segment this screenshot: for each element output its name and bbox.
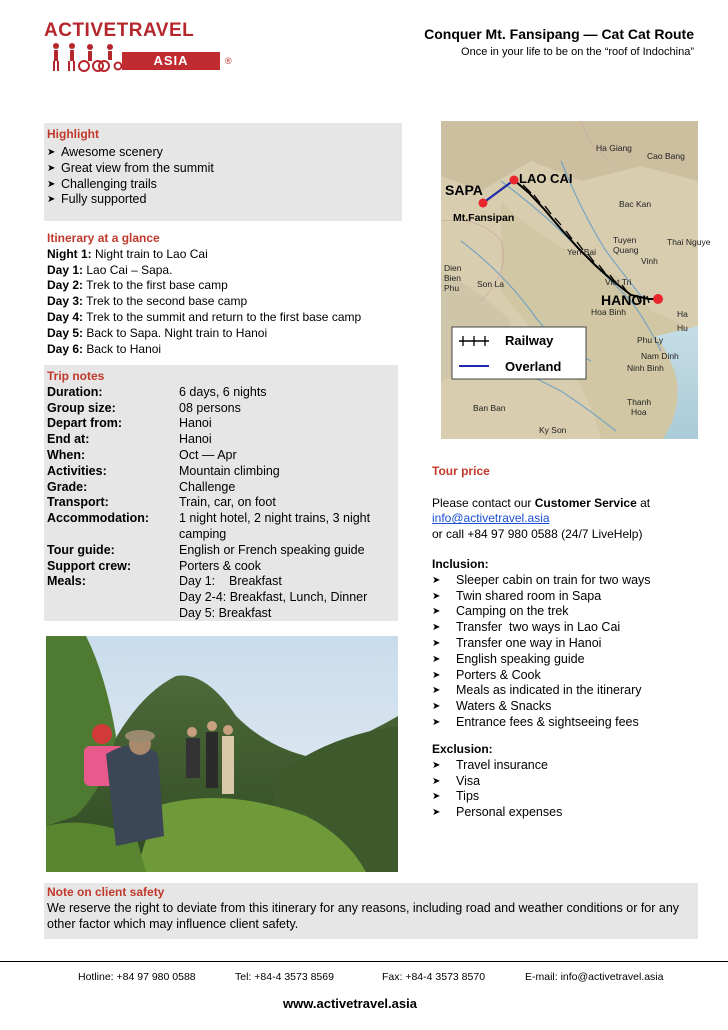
legend-railway: Railway	[505, 333, 554, 348]
itinerary-section	[47, 231, 417, 357]
itinerary-row: Day 5: Back to Sapa. Night train to Hanoi	[47, 325, 268, 340]
footer-hotline: Hotline: +84 97 980 0588	[78, 971, 196, 983]
highlight-box	[44, 123, 402, 221]
email-link[interactable]: info@activetravel.asia	[432, 511, 550, 526]
svg-text:Bac Kan: Bac Kan	[619, 199, 652, 209]
tour-price-section	[432, 464, 722, 543]
svg-text:Yen Bai: Yen Bai	[567, 247, 596, 257]
trip-note-row: End at: Hanoi	[47, 432, 212, 447]
svg-text:Viet Tri: Viet Tri	[605, 277, 632, 287]
svg-text:Phu Ly: Phu Ly	[637, 335, 664, 345]
inclusion-section	[432, 557, 722, 731]
footer-website[interactable]: www.activetravel.asia	[283, 996, 417, 1011]
exclusion-list	[432, 758, 722, 821]
map-label-fansipan: Mt.Fansipan	[453, 212, 515, 224]
highlight-item: ➤ Fully supported	[47, 192, 399, 208]
svg-text:Cao Bang: Cao Bang	[647, 151, 685, 161]
inclusion-item: ➤ Transfer one way in Hanoi	[432, 636, 722, 652]
footer-fax: Fax: +84-4 3573 8570	[382, 971, 486, 983]
trip-notes-box	[44, 365, 398, 621]
svg-text:Hu: Hu	[677, 323, 688, 333]
inclusion-item: ➤ Twin shared room in Sapa	[432, 589, 722, 605]
svg-text:Ha: Ha	[677, 309, 688, 319]
safety-box	[44, 883, 698, 939]
inclusion-item: ➤ Transfer two ways in Lao Cai	[432, 620, 722, 636]
contact-line: Please contact our Customer Service at	[432, 495, 651, 510]
tour-price-heading: Tour price	[432, 464, 490, 478]
inclusion-item: ➤ English speaking guide	[432, 652, 722, 668]
trip-note-row: Meals: Day 1: Breakfast	[47, 574, 282, 589]
svg-text:Ky Son: Ky Son	[539, 425, 567, 435]
svg-text:Ha Giang: Ha Giang	[596, 143, 632, 153]
inclusion-item: ➤ Entrance fees & sightseeing fees	[432, 715, 722, 731]
svg-text:Vinh: Vinh	[641, 256, 658, 266]
inclusion-item: ➤ Porters & Cook	[432, 668, 722, 684]
trip-note-row: Duration: 6 days, 6 nights	[47, 384, 267, 399]
footer-tel: Tel: +84-4 3573 8569	[235, 971, 334, 983]
trip-note-row: Tour guide: English or French speaking guide	[47, 542, 365, 557]
inclusion-item: ➤ Waters & Snacks	[432, 699, 722, 715]
itinerary-row: Day 3: Trek to the second base camp	[47, 294, 248, 309]
trip-notes-heading: Trip notes	[47, 369, 105, 383]
svg-text:Son La: Son La	[477, 279, 504, 289]
svg-text:Hoa: Hoa	[631, 407, 647, 417]
trip-note-row: Activities: Mountain climbing	[47, 463, 280, 478]
map-label-hanoi: HANOI	[601, 292, 647, 308]
exclusion-item: ➤ Visa	[432, 774, 722, 790]
trip-note-row: Accommodation: 1 night hotel, 2 night trains, 3 night camping	[47, 511, 371, 541]
itinerary-row: Night 1: Night train to Lao Cai	[47, 246, 208, 261]
itinerary-heading: Itinerary at a glance	[47, 231, 160, 245]
safety-heading: Note on client safety	[47, 885, 165, 899]
highlight-item: ➤ Awesome scenery	[47, 145, 399, 161]
inclusion-item: ➤ Camping on the trek	[432, 604, 722, 620]
trekkers-icon	[48, 42, 122, 72]
svg-text:Nam Dinh: Nam Dinh	[641, 351, 679, 361]
trip-note-row: Grade: Challenge	[47, 479, 236, 494]
page-title: Conquer Mt. Fansipang — Cat Cat Route	[424, 26, 694, 42]
svg-text:Tuyen: Tuyen	[613, 235, 637, 245]
svg-text:Dien: Dien	[444, 263, 462, 273]
brand-logo	[44, 18, 232, 74]
itinerary-row: Day 2: Trek to the first base camp	[47, 278, 228, 293]
exclusion-heading: Exclusion:	[432, 742, 493, 756]
footer-divider	[0, 961, 728, 962]
svg-text:Thanh: Thanh	[627, 397, 652, 407]
map-label-laocai: LAO CAI	[519, 171, 573, 186]
trip-note-row: Group size: 08 persons	[47, 400, 241, 415]
trip-note-row: When: Oct — Apr	[47, 447, 237, 462]
svg-text:Quang: Quang	[613, 245, 639, 255]
svg-text:Bien: Bien	[444, 273, 462, 283]
route-map-image	[441, 121, 711, 439]
trip-note-row: Day 5: Breakfast	[179, 605, 272, 620]
call-line: or call +84 97 980 0588 (24/7 LiveHelp)	[432, 527, 643, 542]
legend-overland: Overland	[505, 359, 562, 374]
route-map	[441, 121, 711, 439]
page-subtitle: Once in your life to be on the “roof of Indochina”	[461, 46, 694, 58]
exclusion-item: ➤ Tips	[432, 789, 722, 805]
trip-note-row: Transport: Train, car, on foot	[47, 495, 276, 510]
exclusion-item: ➤ Personal expenses	[432, 805, 722, 821]
trekking-photo	[46, 636, 398, 872]
highlight-item: ➤ Challenging trails	[47, 177, 399, 193]
highlight-heading: Highlight	[47, 127, 99, 141]
trip-note-row: Day 2-4: Breakfast, Lunch, Dinner	[179, 590, 368, 605]
registered-mark: ®	[225, 56, 232, 66]
inclusion-item: ➤ Meals as indicated in the itinerary	[432, 683, 722, 699]
exclusion-item: ➤ Travel insurance	[432, 758, 722, 774]
inclusion-item: ➤ Sleeper cabin on train for two ways	[432, 573, 722, 589]
highlight-item: ➤ Great view from the summit	[47, 161, 399, 177]
inclusion-heading: Inclusion:	[432, 557, 489, 571]
trip-note-row: Support crew: Porters & cook	[47, 558, 261, 573]
map-label-sapa: SAPA	[445, 182, 483, 198]
inclusion-list	[432, 573, 722, 731]
itinerary-row: Day 4: Trek to the summit and return to the first base camp	[47, 309, 362, 324]
svg-text:Ban Ban: Ban Ban	[473, 403, 506, 413]
brand-logo-text: ACTIVETRAVEL	[44, 20, 195, 41]
itinerary-row: Day 1: Lao Cai – Sapa.	[47, 262, 173, 277]
highlight-list	[47, 145, 399, 208]
svg-text:Ninh Binh: Ninh Binh	[627, 363, 664, 373]
svg-text:Hoa Binh: Hoa Binh	[591, 307, 626, 317]
svg-text:Thai Nguye: Thai Nguye	[667, 237, 711, 247]
brand-logo-asia: ASIA	[122, 52, 220, 70]
footer-email[interactable]: E-mail: info@activetravel.asia	[525, 971, 664, 983]
itinerary-row: Day 6: Back to Hanoi	[47, 341, 162, 356]
trip-note-row: Depart from: Hanoi	[47, 416, 212, 431]
exclusion-section	[432, 742, 722, 821]
svg-text:Phu: Phu	[444, 283, 460, 293]
safety-text: We reserve the right to deviate from this itinerary for any reasons, including road and weather conditions or for any other factor which may influence client safety.	[47, 900, 680, 931]
